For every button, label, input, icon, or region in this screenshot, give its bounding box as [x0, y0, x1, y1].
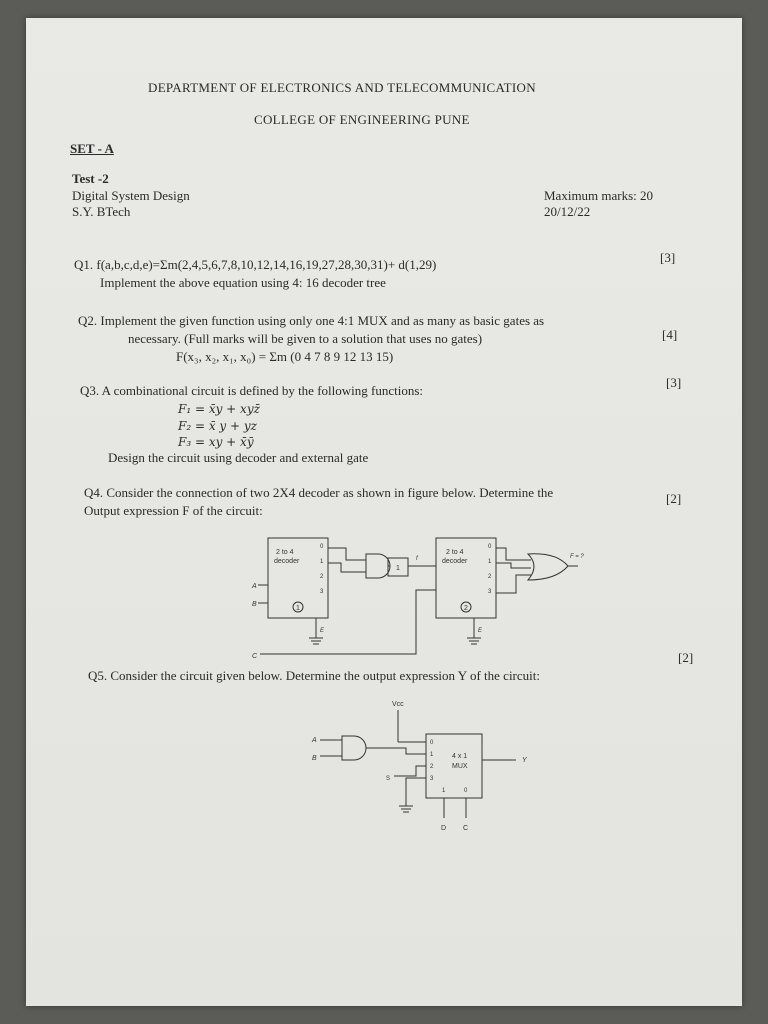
q5-input-a: A	[312, 737, 317, 744]
q5-s-label: S	[386, 776, 391, 782]
q1-equation: Q1. f(a,b,c,d,e)=Σm(2,4,5,6,7,8,10,12,14,16,19,27,28,30,31)+ d(1,29)	[74, 257, 437, 272]
or-gate	[528, 554, 568, 580]
decoder-1-out-1: 1	[320, 559, 324, 565]
mid-signal-label: f	[416, 556, 418, 562]
decoder-2-enable: E	[478, 628, 483, 634]
decoder-1-label2: decoder	[274, 558, 300, 565]
q2-text-line2: necessary. (Full marks will be given to a solution that uses no gates)	[128, 331, 483, 346]
decoder-2-out-1: 1	[488, 559, 492, 565]
set-label: SET - A	[70, 141, 114, 156]
q4-text-line1: Q4. Consider the connection of two 2X4 decoder as shown in figure below. Determine the	[84, 485, 554, 500]
mux-in-3: 3	[430, 776, 434, 782]
decoder-1-out-3: 3	[320, 589, 324, 595]
mux-sel0-label: 0	[464, 788, 468, 794]
decoder-2-out-0: 0	[488, 544, 492, 550]
department-heading: DEPARTMENT OF ELECTRONICS AND TELECOMMUNICATION	[148, 80, 536, 95]
input-b-label: B	[252, 601, 257, 608]
q5-output-y: Y	[522, 757, 527, 764]
decoder-2-out-2: 2	[488, 574, 492, 580]
decoder-1-out-2: 2	[320, 574, 324, 580]
max-marks: Maximum marks: 20	[544, 188, 654, 203]
q5-and-gate	[342, 736, 366, 760]
and-gate	[366, 554, 390, 578]
q3-f1: F₁ = x̄y + xyz̄	[178, 402, 260, 416]
q3-f3: F₃ = xy + x̄ȳ	[178, 435, 254, 449]
mux-label2: MUX	[452, 763, 468, 770]
q4-decoder-circuit	[216, 528, 606, 658]
mux-in-2: 2	[430, 764, 434, 770]
exam-date: 20/12/22	[544, 204, 591, 219]
exam-paper	[26, 18, 742, 1006]
output-f-label: F = ?	[570, 554, 584, 560]
decoder-2-label1: 2 to 4	[446, 549, 464, 556]
vcc-label: Vcc	[392, 701, 404, 708]
decoder-1-enable: E	[320, 628, 325, 634]
mux-in-1: 1	[430, 752, 434, 758]
q4-marks: [2]	[666, 491, 682, 506]
q5-mux-circuit	[306, 694, 546, 844]
q3-text-line2: Design the circuit using decoder and external gate	[108, 450, 369, 465]
q3-marks: [3]	[666, 375, 682, 390]
decoder-1-label1: 2 to 4	[276, 549, 294, 556]
q5-select-c: C	[463, 825, 469, 832]
test-number: Test -2	[72, 171, 109, 186]
decoder-2-out-3: 3	[488, 589, 492, 595]
q2-marks: [4]	[662, 327, 678, 342]
q5-input-b: B	[312, 755, 317, 762]
class-name: S.Y. BTech	[72, 204, 131, 219]
inverter-label: 1	[396, 565, 400, 572]
mux-sel1-label: 1	[442, 788, 446, 794]
input-c-label: C	[252, 653, 258, 658]
mux-in-0: 0	[430, 740, 434, 746]
q3-text-line1: Q3. A combinational circuit is defined by the following functions:	[80, 383, 423, 398]
q5-text: Q5. Consider the circuit given below. Determine the output expression Y of the circuit:	[88, 668, 540, 683]
q2-text-line1: Q2. Implement the given function using only one 4:1 MUX and as many as basic gates as	[78, 313, 545, 328]
decoder-1-out-0: 0	[320, 544, 324, 550]
q1-marks: [3]	[660, 250, 676, 265]
q1-instruction: Implement the above equation using 4: 16 decoder tree	[100, 275, 386, 290]
decoder-2-circle-num: 2	[464, 605, 468, 612]
decoder-2-label2: decoder	[442, 558, 468, 565]
subject-name: Digital System Design	[72, 188, 190, 203]
q5-marks: [2]	[678, 650, 694, 665]
q5-select-d: D	[441, 825, 447, 832]
q3-f2: F₂ = x̄ y + yz	[178, 419, 257, 433]
q2-formula: F(x₃, x₂, x₁, x₀) = Σm (0 4 7 8 9 12 13 15)	[176, 349, 394, 364]
mux-label1: 4 x 1	[452, 753, 468, 760]
decoder-1-circle-num: 1	[296, 605, 300, 612]
q4-text-line2: Output expression F of the circuit:	[84, 503, 263, 518]
college-heading: COLLEGE OF ENGINEERING PUNE	[254, 112, 470, 127]
input-a-label: A	[252, 583, 257, 590]
